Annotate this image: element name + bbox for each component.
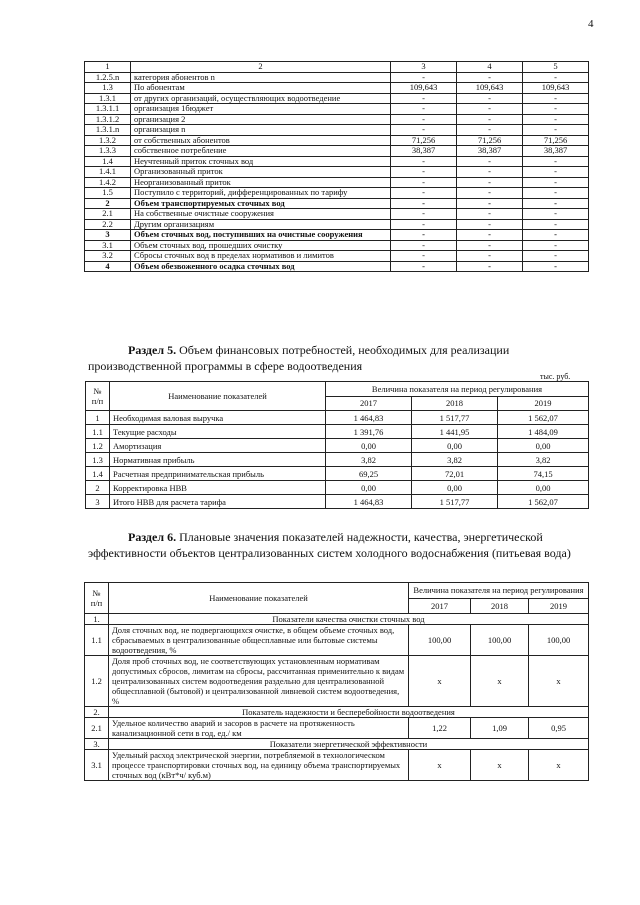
row-name: Объем обезвоженного осадка сточных вод [131,261,391,272]
value-cell: - [523,114,589,125]
table-row [85,72,589,83]
value-cell: - [391,188,457,199]
value-cell: - [523,104,589,115]
value-cell: 1 464,83 [326,411,412,425]
col-name-header: Наименование показателей [110,382,326,411]
value-cell: 109,643 [523,83,589,94]
row-number: 3 [85,230,131,241]
row-name: По абонентам [131,83,391,94]
table-row [85,230,589,241]
table-row [85,177,589,188]
table-row [85,209,589,220]
row-name: от собственных абонентов [131,135,391,146]
col-name-header: Наименование показателей [109,583,409,614]
table-row [85,114,589,125]
value-cell: - [457,93,523,104]
row-name: Поступило с территорий, дифференцированных по тарифу [131,188,391,199]
value-cell: 3,82 [498,453,589,467]
row-name: организация 2 [131,114,391,125]
row-number: 1.2.5.n [85,72,131,83]
row-number: 1.3.1.n [85,125,131,136]
value-cell: 3,82 [412,453,498,467]
value-cell: 1,09 [471,718,529,739]
table-row [85,198,589,209]
row-name: Сбросы сточных вод в пределах нормативов и лимитов [131,251,391,262]
row-name: Нормативная прибыль [110,453,326,467]
value-cell: - [391,72,457,83]
value-cell: 38,387 [523,146,589,157]
col-no-header: № п/п [86,382,110,411]
value-cell: 1 562,07 [498,411,589,425]
year-header: 2017 [326,396,412,411]
value-cell: - [457,198,523,209]
value-cell: 1 484,09 [498,425,589,439]
value-cell: - [523,219,589,230]
table-row [85,156,589,167]
row-number: 2 [85,198,131,209]
row-name: собственное потребление [131,146,391,157]
header-cell: 4 [457,62,523,73]
value-cell: - [457,188,523,199]
row-name: Объем сточных вод, прошедших очистку [131,240,391,251]
value-cell: 0,00 [498,481,589,495]
value-cell: - [391,167,457,178]
row-name: Корректировка НВВ [110,481,326,495]
row-number: 1.3 [85,83,131,94]
row-name: организация n [131,125,391,136]
year-header: 2018 [471,598,529,614]
row-number: 2 [86,481,110,495]
row-number: 1.2 [86,439,110,453]
group-row [85,739,589,750]
row-number: 1.3.1.2 [85,114,131,125]
value-cell: х [409,750,471,781]
header-cell: 3 [391,62,457,73]
section5-title: Объем финансовых потребностей, необходимых для реализации производственной программы в сфере водоотведения [88,343,510,373]
table-row [86,481,589,495]
row-name: Доля проб сточных вод, не соответствующих установленным нормативам допустимых сбросов, лимитам на сбросы, рассчитанная применительно к видам централизованных систем водоотведения раздельно для централизованной общесплавной (бытовой) и централизованной ливневой систем водоотведения, % [109,656,409,707]
row-number: 3. [85,739,109,750]
row-number: 2.1 [85,718,109,739]
value-cell: 1 562,07 [498,495,589,509]
value-cell: - [523,167,589,178]
row-name: Итого НВВ для расчета тарифа [110,495,326,509]
section5-unit: тыс. руб. [540,372,571,381]
col-no-header: № п/п [85,583,109,614]
value-cell: 100,00 [529,625,589,656]
value-cell: - [523,209,589,220]
row-name: Удельное количество аварий и засоров в расчете на протяженность канализационной сети в год, ед./ км [109,718,409,739]
value-cell: 38,387 [391,146,457,157]
header-cell: 1 [85,62,131,73]
row-number: 1.3.1 [85,93,131,104]
value-cell: - [523,72,589,83]
section5-label: Раздел 5. [128,343,177,357]
value-cell: - [391,261,457,272]
value-cell: 1,22 [409,718,471,739]
value-cell: - [523,188,589,199]
table-row [85,240,589,251]
row-number: 1.5 [85,188,131,199]
value-cell: - [457,114,523,125]
year-header: 2017 [409,598,471,614]
table-row [85,261,589,272]
value-cell: - [391,251,457,262]
value-cell: 1 464,83 [326,495,412,509]
row-number: 1.4.1 [85,167,131,178]
value-cell: - [523,177,589,188]
value-cell: 100,00 [471,625,529,656]
table-row [85,125,589,136]
value-cell: - [457,156,523,167]
value-cell: - [523,125,589,136]
value-cell: - [457,177,523,188]
value-cell: 1 441,95 [412,425,498,439]
value-cell: 1 391,76 [326,425,412,439]
value-cell: - [523,251,589,262]
table-row [85,83,589,94]
value-cell: 0,00 [498,439,589,453]
table-row [86,425,589,439]
financial-needs-table [85,381,589,509]
row-name: организация 1бюджет [131,104,391,115]
value-cell: х [471,750,529,781]
value-cell: 1 517,77 [412,495,498,509]
row-name: Текущие расходы [110,425,326,439]
table-header-row [86,382,589,397]
value-cell: - [457,240,523,251]
row-number: 1. [85,614,109,625]
table-row [86,411,589,425]
row-name: от других организаций, осуществляющих водоотведение [131,93,391,104]
page-number: 4 [588,18,594,30]
value-cell: - [391,125,457,136]
col-period-header: Величина показателя на период регулирования [409,583,589,599]
value-cell: 109,643 [391,83,457,94]
row-name: Другим организациям [131,219,391,230]
value-cell: х [471,656,529,707]
row-name: Организованный приток [131,167,391,178]
table-row [85,135,589,146]
value-cell: - [457,219,523,230]
table-row [86,439,589,453]
value-cell: - [391,156,457,167]
row-number: 3.1 [85,240,131,251]
value-cell: - [457,125,523,136]
value-cell: - [457,104,523,115]
value-cell: - [391,93,457,104]
group-row [85,707,589,718]
table-row [85,219,589,230]
value-cell: 71,256 [457,135,523,146]
table-header-row [85,583,589,599]
table-row [85,146,589,157]
value-cell: 0,00 [326,439,412,453]
row-number: 1.3 [86,453,110,467]
value-cell: - [457,209,523,220]
header-cell: 5 [523,62,589,73]
value-cell: х [529,656,589,707]
row-number: 1.1 [86,425,110,439]
row-name: Доля сточных вод, не подвергающихся очистке, в общем объеме сточных вод, сбрасываемых в централизованные общесплавные или бытовые системы водоотведения, % [109,625,409,656]
col-period-header: Величина показателя на период регулирования [326,382,589,397]
value-cell: 74,15 [498,467,589,481]
row-number: 2. [85,707,109,718]
value-cell: - [457,72,523,83]
value-cell: 0,00 [412,439,498,453]
value-cell: - [457,167,523,178]
table-row [85,750,589,781]
year-header: 2019 [498,396,589,411]
row-name: Удельный расход электрической энергии, потребляемой в технологическом процессе транспортировки сточных вод, на единицу объема транспортируемых сточных вод (кВт*ч/ куб.м) [109,750,409,781]
table-row [86,495,589,509]
table-row [85,93,589,104]
group-title: Показатели энергетической эффективности [109,739,589,750]
value-cell: - [523,156,589,167]
row-name: Объем сточных вод, поступивших на очистные сооружения [131,230,391,241]
table-row [85,656,589,707]
section5-heading [88,342,592,374]
table-row [86,453,589,467]
value-cell: - [391,177,457,188]
value-cell: - [391,104,457,115]
value-cell: 0,00 [326,481,412,495]
row-number: 1.4.2 [85,177,131,188]
table-row [85,104,589,115]
value-cell: - [391,240,457,251]
value-cell: - [391,219,457,230]
row-number: 1.3.3 [85,146,131,157]
row-number: 1.1 [85,625,109,656]
value-cell: - [457,251,523,262]
wastewater-balance-table [84,61,589,272]
value-cell: - [523,261,589,272]
year-header: 2019 [529,598,589,614]
value-cell: - [523,198,589,209]
value-cell: - [523,230,589,241]
value-cell: - [391,209,457,220]
reliability-indicators-table [84,582,589,781]
row-number: 1.2 [85,656,109,707]
group-title: Показатель надежности и бесперебойности водоотведения [109,707,589,718]
row-number: 2.1 [85,209,131,220]
table-row [86,467,589,481]
value-cell: 3,82 [326,453,412,467]
value-cell: - [457,230,523,241]
value-cell: - [391,114,457,125]
value-cell: 69,25 [326,467,412,481]
row-name: категория абонентов n [131,72,391,83]
value-cell: 71,256 [391,135,457,146]
value-cell: 0,95 [529,718,589,739]
table-row [85,188,589,199]
row-number: 1 [86,411,110,425]
row-number: 1.4 [85,156,131,167]
row-name: Неорганизованный приток [131,177,391,188]
value-cell: 1 517,77 [412,411,498,425]
section6-title: Плановые значения показателей надежности, качества, энергетической эффективности объектов централизованных систем холодного водоснабжения (питьевая вода) [88,530,571,560]
section6-label: Раздел 6. [128,530,177,544]
row-name: Необходимая валовая выручка [110,411,326,425]
table-row [85,625,589,656]
row-number: 1.4 [86,467,110,481]
value-cell: - [523,240,589,251]
value-cell: - [457,261,523,272]
table-row [85,167,589,178]
table-row [85,718,589,739]
row-name: Неучтенный приток сточных вод [131,156,391,167]
value-cell: 109,643 [457,83,523,94]
year-header: 2018 [412,396,498,411]
row-name: Расчетная предпринимательская прибыль [110,467,326,481]
row-name: Амортизация [110,439,326,453]
row-number: 2.2 [85,219,131,230]
value-cell: 0,00 [412,481,498,495]
value-cell: 100,00 [409,625,471,656]
row-number: 3.1 [85,750,109,781]
group-title: Показатели качества очистки сточных вод [109,614,589,625]
section6-heading [88,529,592,561]
value-cell: - [523,93,589,104]
row-name: На собственные очистные сооружения [131,209,391,220]
table-header-row [85,62,589,73]
value-cell: 38,387 [457,146,523,157]
group-row [85,614,589,625]
row-name: Объем транспортируемых сточных вод [131,198,391,209]
value-cell: х [529,750,589,781]
row-number: 1.3.2 [85,135,131,146]
value-cell: 72,01 [412,467,498,481]
row-number: 3 [86,495,110,509]
value-cell: - [391,198,457,209]
value-cell: 71,256 [523,135,589,146]
row-number: 1.3.1.1 [85,104,131,115]
row-number: 4 [85,261,131,272]
value-cell: х [409,656,471,707]
row-number: 3.2 [85,251,131,262]
table-row [85,251,589,262]
value-cell: - [391,230,457,241]
header-cell: 2 [131,62,391,73]
